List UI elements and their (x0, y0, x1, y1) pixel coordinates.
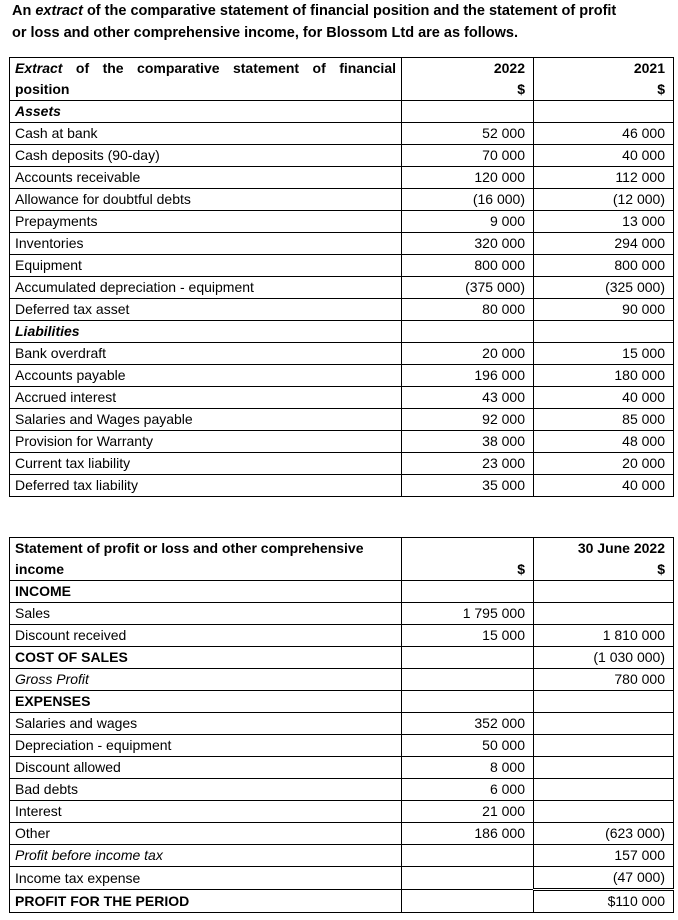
income-statement-title: Statement of profit or loss and other comprehensive income (10, 538, 402, 581)
asset-row (10, 255, 674, 277)
expense-row-v1: 6 000 (402, 779, 534, 801)
document-heading (12, 0, 676, 44)
discount-received-row: Discount received 15 000 1 810 000 (10, 625, 674, 647)
liability-row-v2022: 196 000 (402, 365, 534, 387)
asset-row-v2022: (16 000) (402, 189, 534, 211)
asset-row-v2022: 800 000 (402, 255, 534, 277)
liability-row-v2021: 85 000 (534, 409, 674, 431)
liability-row-v2022: 20 000 (402, 343, 534, 365)
income-label: INCOME (10, 581, 402, 603)
liability-row-label: Accounts payable (10, 365, 402, 387)
expense-row-label: Bad debts (10, 779, 402, 801)
asset-row-v2021: (12 000) (534, 189, 674, 211)
asset-row-label: Allowance for doubtful debts (10, 189, 402, 211)
liability-row-label: Accrued interest (10, 387, 402, 409)
asset-row (10, 233, 674, 255)
expense-row-v1: 352 000 (402, 713, 534, 735)
liability-row (10, 409, 674, 431)
asset-row-v2022: 320 000 (402, 233, 534, 255)
liability-row-label: Salaries and Wages payable (10, 409, 402, 431)
gross-profit-row: Gross Profit 780 000 (10, 669, 674, 691)
liability-row-v2021: 48 000 (534, 431, 674, 453)
expense-row (10, 713, 674, 735)
expense-row-label: Salaries and wages (10, 713, 402, 735)
expense-row (10, 735, 674, 757)
asset-row (10, 299, 674, 321)
expense-row-v1: 8 000 (402, 757, 534, 779)
col-2021-header: 2021 (534, 58, 674, 80)
asset-row-v2022: 9 000 (402, 211, 534, 233)
asset-row-label: Cash at bank (10, 123, 402, 145)
liabilities-rows (10, 343, 674, 497)
asset-row-v2022: 80 000 (402, 299, 534, 321)
asset-row (10, 167, 674, 189)
expense-row (10, 801, 674, 823)
liability-row (10, 475, 674, 497)
asset-row (10, 211, 674, 233)
heading-line-2: or loss and other comprehensive income, for Blossom Ltd are as follows. (12, 25, 519, 41)
expense-row (10, 779, 674, 801)
income-tax-row: Income tax expense (47 000) (10, 867, 674, 890)
asset-row-label: Accounts receivable (10, 167, 402, 189)
liability-row (10, 431, 674, 453)
asset-row-v2021: 13 000 (534, 211, 674, 233)
expense-row-v1: 21 000 (402, 801, 534, 823)
asset-row-label: Accumulated depreciation - equipment (10, 277, 402, 299)
cost-of-sales-row: COST OF SALES (1 030 000) (10, 647, 674, 669)
liability-row-v2021: 40 000 (534, 387, 674, 409)
currency-2022: $ (402, 79, 534, 101)
asset-row (10, 189, 674, 211)
asset-row (10, 123, 674, 145)
asset-row-v2021: 90 000 (534, 299, 674, 321)
asset-row (10, 277, 674, 299)
liability-row (10, 365, 674, 387)
liability-row-v2022: 92 000 (402, 409, 534, 431)
expense-row-label: Depreciation - equipment (10, 735, 402, 757)
expense-row (10, 757, 674, 779)
liability-row-label: Deferred tax liability (10, 475, 402, 497)
liability-row-v2022: 43 000 (402, 387, 534, 409)
asset-row-v2021: 46 000 (534, 123, 674, 145)
asset-row-v2022: 70 000 (402, 145, 534, 167)
currency-col1: $ (402, 559, 534, 581)
asset-row-v2022: (375 000) (402, 277, 534, 299)
asset-row-label: Deferred tax asset (10, 299, 402, 321)
asset-row-v2021: 800 000 (534, 255, 674, 277)
position-title: Extract of the comparative statement of financial position (10, 58, 402, 101)
heading-line-1: An extract of the comparative statement of financial position and the statement of profit (12, 3, 617, 19)
asset-row-v2022: 52 000 (402, 123, 534, 145)
expense-row-v1: 50 000 (402, 735, 534, 757)
asset-row-label: Cash deposits (90-day) (10, 145, 402, 167)
expenses-label: EXPENSES (10, 691, 402, 713)
currency-2021: $ (534, 79, 674, 101)
expense-row-label: Discount allowed (10, 757, 402, 779)
expense-rows (10, 713, 674, 823)
liability-row-v2021: 40 000 (534, 475, 674, 497)
asset-row-label: Equipment (10, 255, 402, 277)
assets-label: Assets (10, 101, 402, 123)
profit-loss-table (9, 537, 674, 913)
profit-period-row: PROFIT FOR THE PERIOD $110 000 (10, 890, 674, 913)
asset-row-v2021: 40 000 (534, 145, 674, 167)
financial-position-table (9, 57, 674, 497)
liability-row (10, 453, 674, 475)
assets-rows (10, 123, 674, 321)
liability-row-label: Provision for Warranty (10, 431, 402, 453)
asset-row (10, 145, 674, 167)
currency-col2: $ (534, 559, 674, 581)
liability-row-v2021: 15 000 (534, 343, 674, 365)
liabilities-label: Liabilities (10, 321, 402, 343)
sales-row: Sales 1 795 000 (10, 603, 674, 625)
liability-row-v2021: 180 000 (534, 365, 674, 387)
liability-row-v2022: 23 000 (402, 453, 534, 475)
asset-row-v2022: 120 000 (402, 167, 534, 189)
col-2022-header: 2022 (402, 58, 534, 80)
liability-row-v2022: 38 000 (402, 431, 534, 453)
col-date-header: 30 June 2022 (534, 538, 674, 560)
asset-row-label: Prepayments (10, 211, 402, 233)
liability-row (10, 387, 674, 409)
liability-row-v2021: 20 000 (534, 453, 674, 475)
asset-row-label: Inventories (10, 233, 402, 255)
expense-row-label: Interest (10, 801, 402, 823)
asset-row-v2021: (325 000) (534, 277, 674, 299)
liability-row-v2022: 35 000 (402, 475, 534, 497)
asset-row-v2021: 112 000 (534, 167, 674, 189)
asset-row-v2021: 294 000 (534, 233, 674, 255)
other-expense-row: Other 186 000 (623 000) (10, 823, 674, 845)
profit-before-tax-row: Profit before income tax 157 000 (10, 845, 674, 867)
liability-row-label: Current tax liability (10, 453, 402, 475)
liability-row (10, 343, 674, 365)
liability-row-label: Bank overdraft (10, 343, 402, 365)
